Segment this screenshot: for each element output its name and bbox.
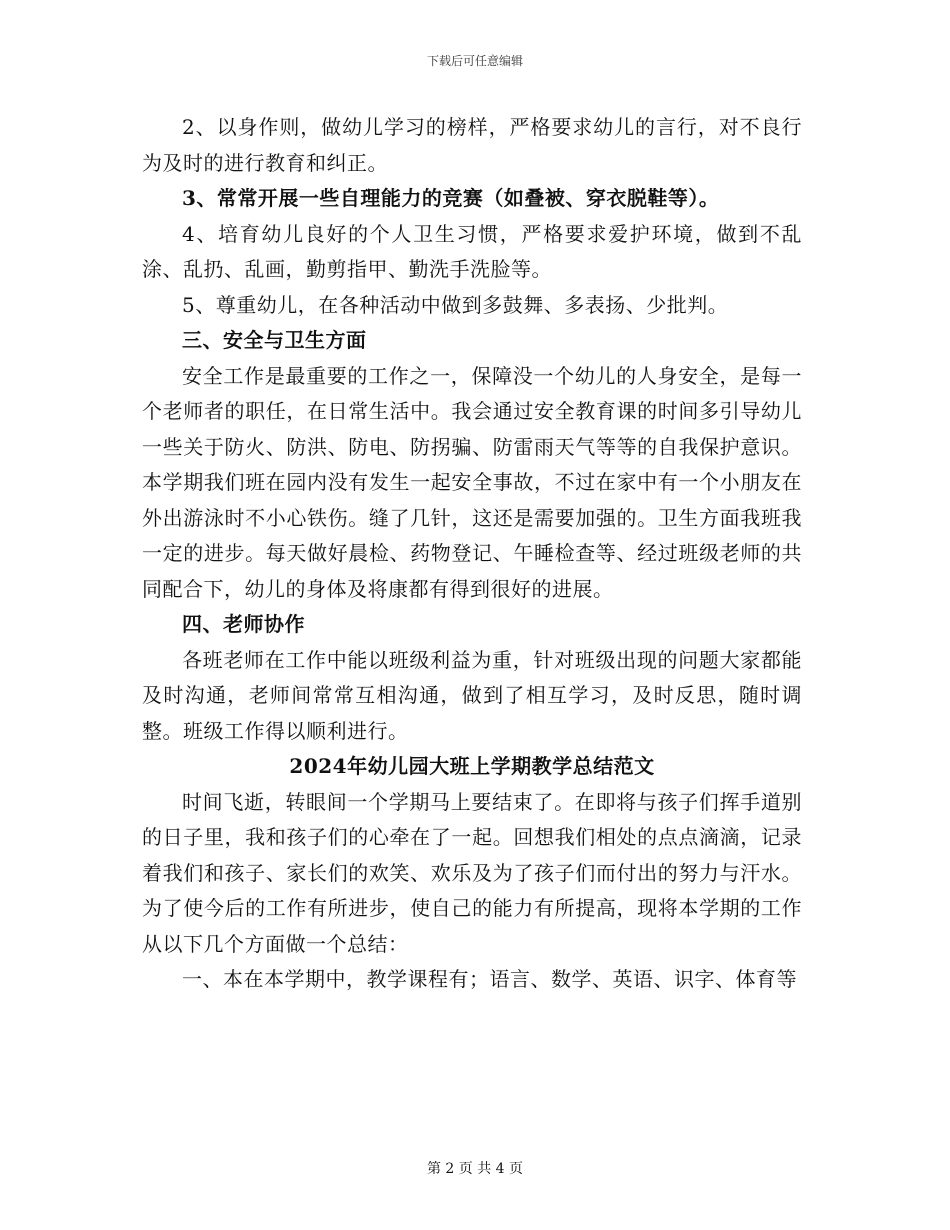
page-header: 下载后可任意编辑 [426, 54, 523, 68]
paragraph-item-2: 2、以身作则，做幼儿学习的榜样，严格要求幼儿的言行，对不良行为及时的进行教育和纠正。 [142, 115, 802, 175]
section-heading-teacher-cooperation: 四、老师协作 [182, 612, 305, 636]
paragraph-teacher-cooperation: 各班老师在工作中能以班级利益为重，针对班级出现的问题大家都能及时沟通，老师间常常互相沟通，做到了相互学习，及时反思，随时调整。班级工作得以顺利进行。 [142, 647, 802, 743]
document-body [142, 110, 802, 998]
paragraph-section-one: 一、本在本学期中，教学课程有；语言、数学、英语、识字、体育等 [182, 967, 797, 991]
article-title: 2024年幼儿园大班上学期教学总结范文 [289, 754, 655, 778]
paragraph-item-3: 3、常常开展一些自理能力的竞赛（如叠被、穿衣脱鞋等）。 [182, 186, 720, 210]
paragraph-item-5: 5、尊重幼儿，在各种活动中做到多鼓舞、多表扬、少批判。 [182, 292, 729, 317]
paragraph-item-4: 4、培育幼儿良好的个人卫生习惯，严格要求爱护环境，做到不乱涂、乱扔、乱画，勤剪指甲、勤洗手洗脸等。 [142, 221, 802, 281]
paragraph-safety: 安全工作是最重要的工作之一，保障没一个幼儿的人身安全，是每一个老师者的职任，在日常生活中。我会通过安全教育课的时间多引导幼儿一些关于防火、防洪、防电、防拐骗、防雷雨天气等等的自我保护意识。本学期我们班在园内没有发生一起安全事故，不过在家中有一个小朋友在外出游泳时不小心铁伤。缝了几针，这还是需要加强的。卫生方面我班我一定的进步。每天做好晨检、药物登记、午睡检查等、经过班级老师的共同配合下，幼儿的身体及将康都有得到很好的进展。 [142, 363, 802, 601]
page-number-footer: 第 2 页 共 4 页 [426, 1161, 524, 1177]
paragraph-intro: 时间飞逝，转眼间一个学期马上要结束了。在即将与孩子们挥手道别的日子里，我和孩子们的心牵在了一起。回想我们相处的点点滴滴，记录着我们和孩子、家长们的欢笑、欢乐及为了孩子们而付出的努力与汗水。为了使今后的工作有所进步，使自己的能力有所提高，现将本学期的工作从以下几个方面做一个总结： [142, 789, 802, 956]
section-heading-safety: 三、安全与卫生方面 [182, 328, 367, 352]
